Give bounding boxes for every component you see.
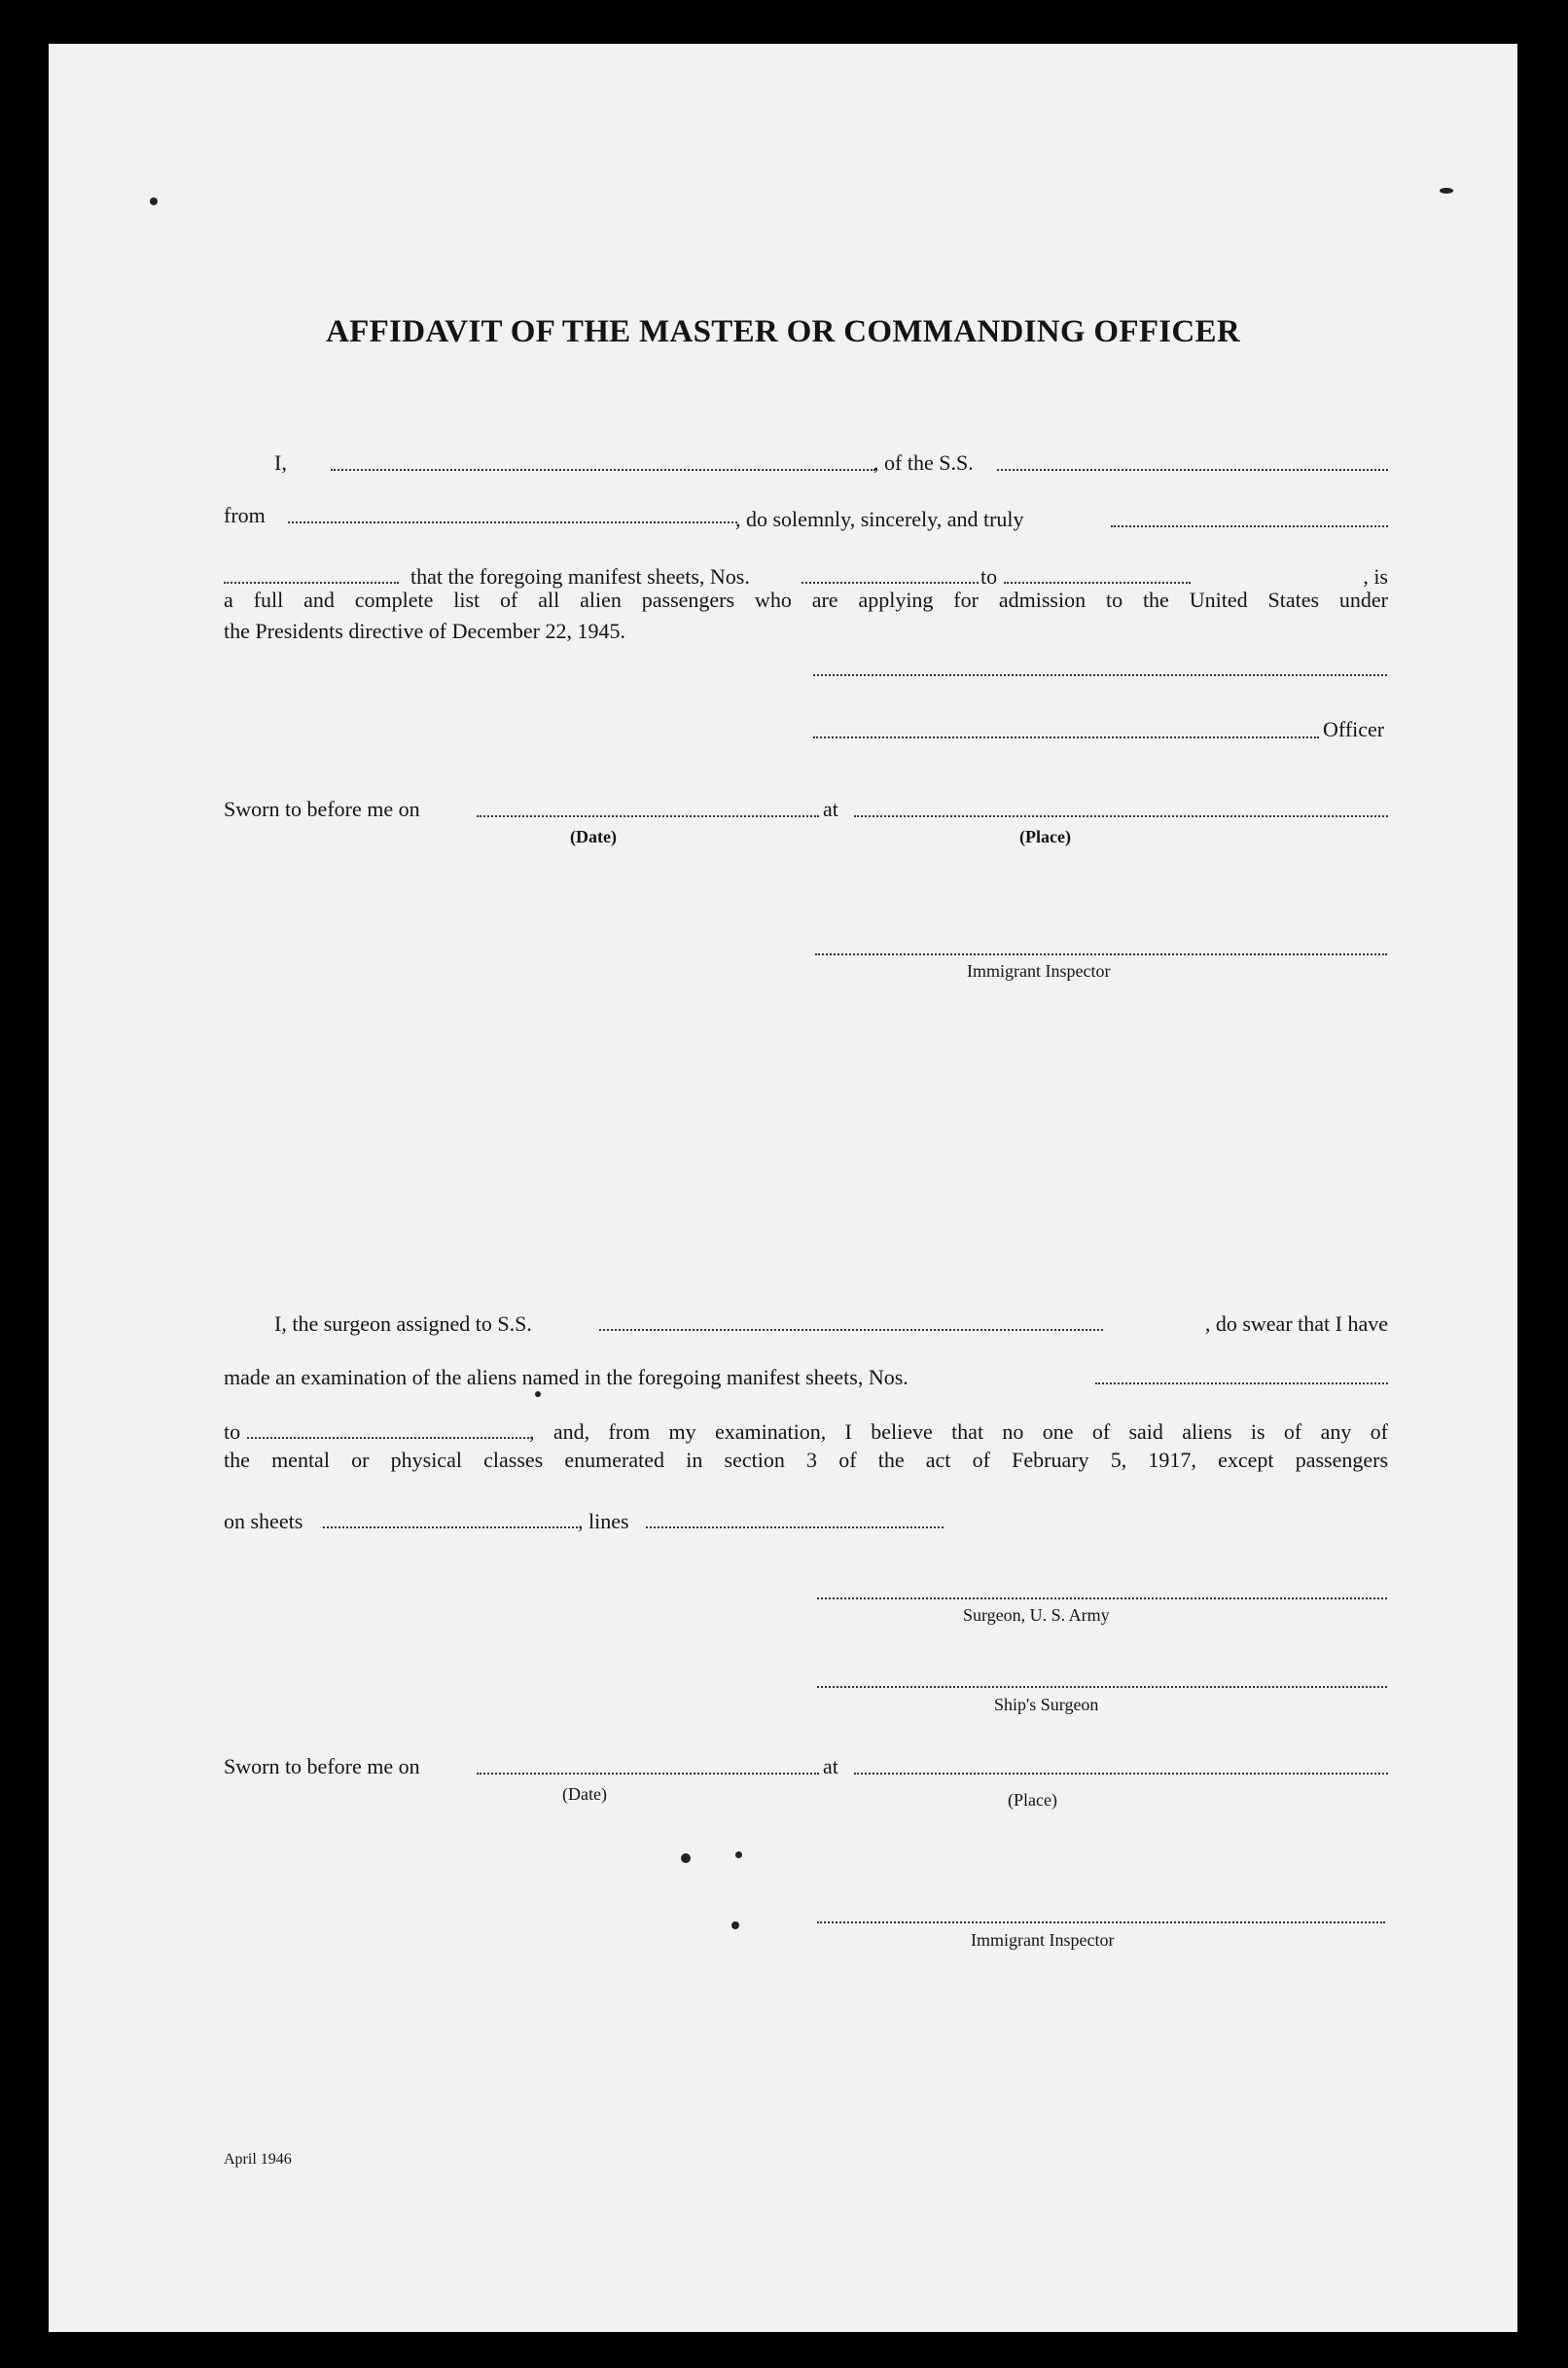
surgeon-lines-label: , lines — [578, 1509, 629, 1533]
master-ship-field[interactable] — [997, 469, 1388, 471]
surgeon-date-caption: (Date) — [562, 1784, 607, 1804]
surgeon-sworn-date-field[interactable] — [477, 1773, 819, 1775]
master-to-label: to — [980, 564, 998, 589]
master-at-label: at — [823, 797, 838, 821]
master-is-label: , is — [1363, 564, 1388, 589]
scan-speck — [1440, 188, 1453, 194]
surgeon-sworn-place-field[interactable] — [854, 1773, 1388, 1775]
scan-speck — [731, 1921, 739, 1929]
master-nos-from-field[interactable] — [802, 582, 979, 584]
master-statement-line: a full and complete list of all alien passengers who are applying for admission to the United States under — [224, 588, 1388, 612]
surgeon-swear-label: , do swear that I have — [1204, 1311, 1388, 1336]
master-sworn-label: Sworn to before me on — [224, 797, 420, 821]
surgeon-nos-from-field[interactable] — [1095, 1382, 1388, 1384]
master-i-label: I, — [274, 450, 287, 475]
surgeon-inspector-signature-line[interactable] — [817, 1921, 1385, 1923]
surgeon-lines-field[interactable] — [646, 1526, 944, 1528]
army-surgeon-signature-line[interactable] — [817, 1597, 1387, 1599]
master-swear-field[interactable] — [1111, 525, 1388, 527]
army-surgeon-label: Surgeon, U. S. Army — [963, 1605, 1110, 1625]
surgeon-sworn-label: Sworn to before me on — [224, 1754, 420, 1778]
scan-speck — [681, 1853, 691, 1863]
surgeon-at-label: at — [823, 1754, 838, 1778]
surgeon-ship-field[interactable] — [599, 1329, 1103, 1331]
officer-signature-line-2[interactable] — [813, 736, 1319, 738]
form-date: April 1946 — [224, 2151, 292, 2168]
surgeon-inspector-label: Immigrant Inspector — [971, 1930, 1115, 1950]
master-of-ss-label: , of the S.S. — [873, 450, 974, 475]
surgeon-sheets-label: on sheets — [224, 1509, 303, 1533]
master-inspector-label: Immigrant Inspector — [967, 961, 1111, 981]
master-date-caption: (Date) — [570, 827, 617, 846]
surgeon-place-caption: (Place) — [1008, 1790, 1057, 1810]
affidavit-sheet — [49, 44, 1517, 2332]
officer-signature-line-1[interactable] — [813, 674, 1387, 676]
ship-surgeon-signature-line[interactable] — [817, 1686, 1387, 1688]
scan-speck — [735, 1851, 742, 1858]
surgeon-to-label: to — [224, 1419, 241, 1444]
master-declaration-field[interactable] — [224, 582, 399, 584]
scan-speck — [150, 197, 158, 205]
surgeon-belief-line: , and, from my examination, I believe that no one of said aliens is of any of — [529, 1419, 1388, 1444]
surgeon-classes-line: the mental or physical classes enumerated in section 3 of the act of February 5, 1917, except passengers — [224, 1448, 1388, 1472]
master-from-label: from — [224, 503, 266, 527]
master-place-caption: (Place) — [1019, 827, 1071, 846]
ship-surgeon-label: Ship's Surgeon — [994, 1695, 1099, 1714]
surgeon-nos-to-field[interactable] — [247, 1437, 529, 1439]
document-title: AFFIDAVIT OF THE MASTER OR COMMANDING OFFICER — [326, 314, 1240, 349]
master-sworn-date-field[interactable] — [477, 815, 819, 817]
master-swear-label: , do solemnly, sincerely, and truly — [735, 507, 1024, 531]
master-from-field[interactable] — [288, 521, 737, 523]
master-manifest-label: that the foregoing manifest sheets, Nos. — [410, 564, 750, 589]
surgeon-exam-line: made an examination of the aliens named in the foregoing manifest sheets, Nos. — [224, 1365, 909, 1389]
surgeon-assigned-label: I, the surgeon assigned to S.S. — [274, 1311, 532, 1336]
officer-label: Officer — [1323, 717, 1385, 741]
master-inspector-signature-line[interactable] — [815, 953, 1387, 955]
surgeon-sheets-field[interactable] — [323, 1526, 578, 1528]
master-nos-to-field[interactable] — [1004, 582, 1191, 584]
master-directive-line: the Presidents directive of December 22, 1945. — [224, 619, 625, 643]
scan-speck — [535, 1391, 541, 1397]
master-name-field[interactable] — [331, 469, 875, 471]
master-sworn-place-field[interactable] — [854, 815, 1388, 817]
